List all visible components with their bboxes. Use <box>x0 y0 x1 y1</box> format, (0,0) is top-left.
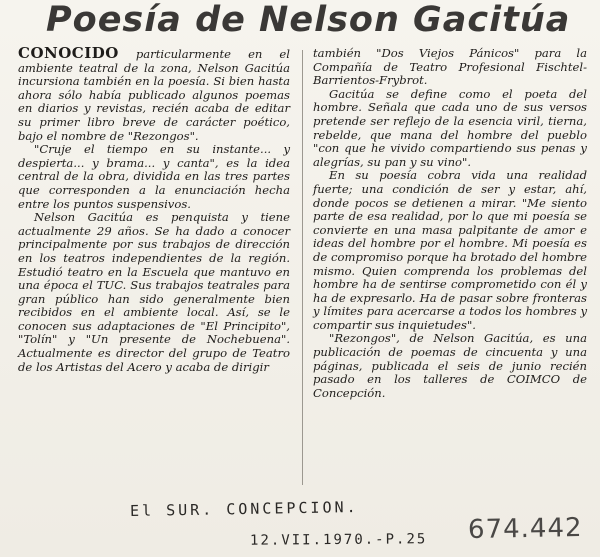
handwritten-date: 12.VII.1970.-P.25 <box>249 531 428 549</box>
paragraph <box>18 44 290 143</box>
article-headline: Poesía de Nelson Gacitúa <box>46 0 571 40</box>
left-column <box>18 44 290 374</box>
paragraph: En su poesía cobra vida una realidad fuerte; una condición de ser y estar, ahí, donde pocos se detienen a mirar. "Me siento parte de esa realidad, por lo que mi poesía se convierte en una masa palpitante de amor e ideas del hombre por el hombre. Mi poesía es de compromiso porque ha brotado del hombre mismo. Quien comprenda los problemas del hombre ha de sentirse comprometido con él y ha de expresarlo. Ha de pasar sobre fronteras y límites para acercarse a todos los hombres y compartir sus inquietudes". <box>313 168 587 332</box>
paragraph: también "Dos Viejos Pánicos" para la Compañía de Teatro Profesional Fischtel-Barrientos-Frybrot. <box>313 46 587 88</box>
paragraph: Gacitúa se define como el poeta del hombre. Señala que cada uno de sus versos pretende ser reflejo de la esencia viril, tierna, rebelde, que mana del hombre del pueblo "con que he vivido compartiendo sus penas y alegrías, su pan y su vino". <box>313 86 587 169</box>
column-divider <box>302 50 303 485</box>
paragraph: "Rezongos", de Nelson Gacitúa, es una publicación de poemas de cincuenta y una páginas, publicada el seis de junio recién pasado en los talleres de COIMCO de Concepción. <box>313 331 587 400</box>
right-column <box>313 47 587 400</box>
paragraph-text: particularmente en el ambiente teatral de la zona, Nelson Gacitúa incursiona también en la poesía. Si bien hasta ahora sólo había publicado algunos poemas en diarios y revistas, recién acaba de editar su primer libro breve de carácter poético, bajo el nombre de "Rezongos". <box>18 47 290 143</box>
paragraph: Nelson Gacitúa es penquista y tiene actualmente 29 años. Se ha dado a conocer principalmente por sus trabajos de dirección en los teatros independientes de la región. Estudió teatro en la Escuela que mantuvo en una época el TUC. Sus trabajos teatrales para gran público han sido generalmente bien recibidos en el ambiente local. Así, se le conocen sus adaptaciones de "El Principito", "Tolín" y "Un presente de Nochebuena". Actualmente es director del grupo de Teatro de los Artistas del Acero y acaba de dirigir <box>18 210 290 374</box>
handwritten-source: El SUR. CONCEPCION. <box>129 498 359 520</box>
handwritten-catalog-code: 674.442 <box>467 513 583 545</box>
paragraph: "Cruje el tiempo en su instante... y despierta... y brama... y canta", es la idea central de la obra, dividida en las tres partes que corresponden a la enunciación hecha entre los puntos suspensivos. <box>18 142 290 211</box>
lead-word: CONOCIDO <box>18 44 119 62</box>
